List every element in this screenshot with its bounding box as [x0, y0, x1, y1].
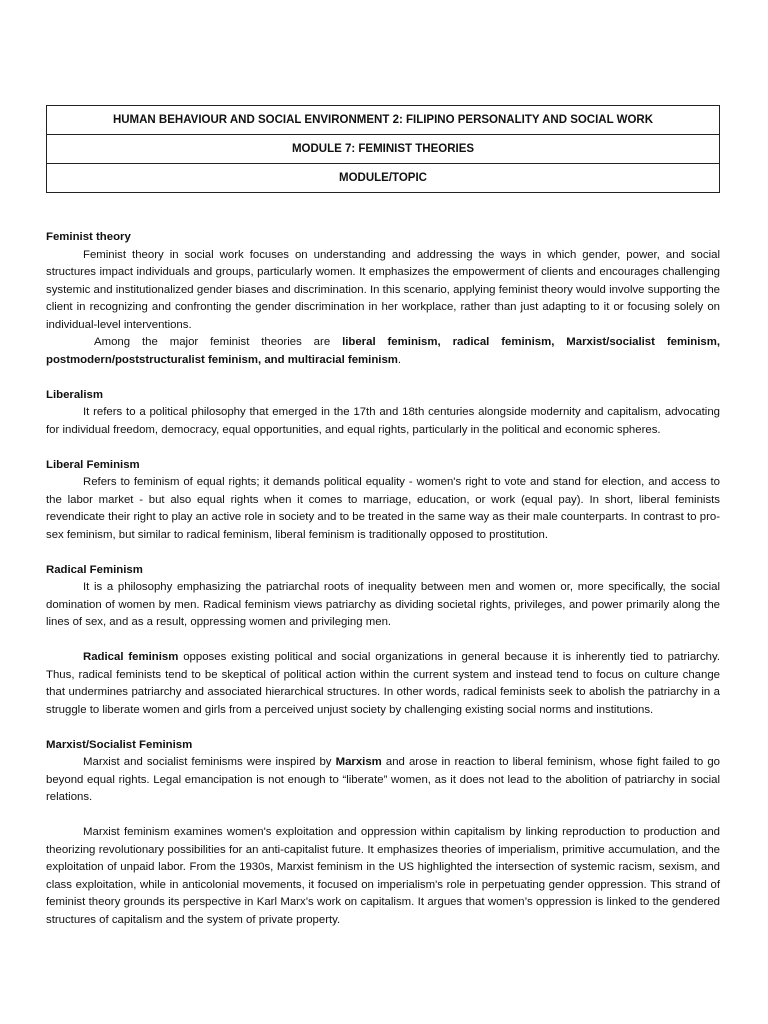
marxist-lead: Marxist and socialist feminisms were inspired by [83, 756, 336, 768]
heading-radical-feminism: Radical Feminism [46, 563, 143, 576]
spacer [46, 632, 720, 650]
module-header-table [46, 105, 720, 193]
spacer [46, 544, 720, 562]
radical-feminism-text: opposes existing political and social organizations in general because it is inherently tied to patriarchy. Thus, radical feminists tend to be skeptical of political action within the current system and instead tend to focus on culture change that undermines patriarchy and associated hierarchical structures. In other words, radical feminists seek to abolish the patriarchy in a struggle to liberate women and girls from a perceived unjust society by challenging existing social norms and institutions. [46, 651, 720, 716]
paragraph-marxist-feminism-1 [46, 754, 720, 807]
paragraph-major-theories [46, 334, 720, 369]
major-theories-end: . [397, 353, 402, 366]
paragraph-feminist-theory: Feminist theory in social work focuses on understanding and addressing the ways in which gender, power, and social structures impact individuals and groups, particularly women. It emphasizes the empowerment of clients and encourages challenging systemic and institutionalized gender biases and discrimination. In this scenario, applying feminist theory would involve supporting the client in recognizing and confronting the gender discrimination in her workplace, rather than just adapting to it or focusing solely on individual-level interventions. [46, 248, 720, 331]
marxist-text: and arose in reaction to liberal feminism, whose fight failed to go beyond equal rights. Legal emancipation is not enough to “liberate” women, as it does not lead to the abolition of patriarchy in social relations. [46, 756, 720, 803]
heading-marxist-feminism: Marxist/Socialist Feminism [46, 738, 193, 751]
heading-liberalism: Liberalism [46, 388, 103, 401]
heading-feminist-theory: Feminist theory [46, 231, 131, 243]
major-theories-list: liberal feminism, radical feminism, Marxist/socialist feminism, postmodern/poststructuralist feminism, and multiracial feminism [46, 336, 720, 366]
heading-liberal-feminism: Liberal Feminism [46, 458, 140, 471]
section-label: MODULE/TOPIC [47, 164, 720, 193]
marxism-term: Marxism [335, 756, 382, 768]
course-title: HUMAN BEHAVIOUR AND SOCIAL ENVIRONMENT 2: FILIPINO PERSONALITY AND SOCIAL WORK [47, 106, 720, 135]
paragraph-marxist-feminism-2: Marxist feminism examines women's exploitation and oppression within capitalism by linking reproduction to production and theorizing revolutionary possibilities for an anti-capitalist future. It emphasizes theories of imperialism, primitive accumulation, and the exploitation of unpaid labor. From the 1930s, Marxist feminism in the US highlighted the intersection of systemic racism, sexism, and class exploitation, while in anticolonial movements, it focused on imperialism's role in perpetuating gender oppression. This strand of feminist theory grounds its perspective in Karl Marx’s work on capitalism. It argues that women’s oppression is linked to the gendered structures of capitalism and the system of private property. [46, 826, 720, 926]
radical-feminism-term: Radical feminism [83, 651, 179, 663]
major-theories-lead: Among the major feminist theories are [94, 336, 343, 348]
spacer [46, 439, 720, 457]
spacer [46, 807, 720, 825]
document-body [46, 229, 720, 929]
paragraph-liberal-feminism: Refers to feminism of equal rights; it demands political equality - women's right to vote and stand for election, and access to the labor market - but also equal rights when it comes to marriage, education, or work (equal pay). In short, liberal feminists revendicate their right to play an active role in society and to be treated in the same way as their male counterparts. In contrast to pro-sex feminism, but similar to radical feminism, liberal feminism is traditionally opposed to prostitution. [46, 476, 720, 541]
spacer [46, 369, 720, 387]
paragraph-radical-feminism-2 [46, 649, 720, 719]
spacer [46, 719, 720, 737]
paragraph-liberalism: It refers to a political philosophy that emerged in the 17th and 18th centuries alongside modernity and capitalism, advocating for individual freedom, democracy, equal opportunities, and equal rights, particularly in the political and economic spheres. [46, 406, 720, 436]
module-title: MODULE 7: FEMINIST THEORIES [47, 135, 720, 164]
paragraph-radical-feminism-1: It is a philosophy emphasizing the patriarchal roots of inequality between men and women or, more specifically, the social domination of women by men. Radical feminism views patriarchy as dividing societal rights, privileges, and power primarily along the lines of sex, and as a result, oppressing women and privileging men. [46, 581, 720, 628]
